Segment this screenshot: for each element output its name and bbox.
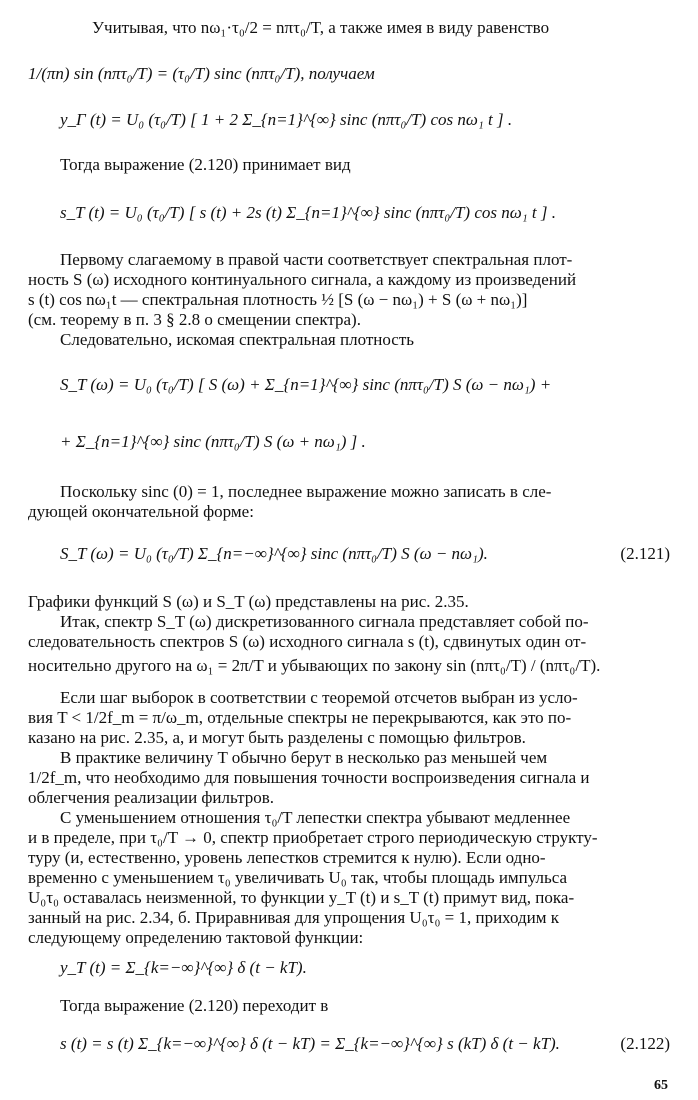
text-line: Поскольку sinc (0) = 1, последнее выражение можно записать в сле- (60, 482, 552, 501)
text-line: Первому слагаемому в правой части соответствует спектральная плот- (60, 250, 573, 269)
text-line: Следовательно, искомая спектральная плотность (60, 330, 415, 349)
equation-number: (2.121) (620, 544, 670, 563)
equation-line: S_T (ω) = U₀ (τ₀/T) Σ_{n=−∞}^{∞} sinc (nπτ₀/T) S (ω − nω₁). (60, 544, 488, 563)
text-line: туру (и, естественно, уровень лепестков стремится к нулю). Если одно- (28, 848, 546, 867)
text-line: облегчения реализации фильтров. (28, 788, 275, 807)
text-line: и в пределе, при τ₀/T → 0, спектр приобретает строго периодическую структу- (28, 828, 598, 847)
text-line: следовательность спектров S (ω) исходного сигнала s (t), сдвинутых один от- (28, 632, 587, 651)
equation-line: y_T (t) = Σ_{k=−∞}^{∞} δ (t − kT). (60, 958, 307, 977)
text-line: Учитывая, что nω₁·τ₀/2 = nπτ₀/T, а также имея в виду равенство (92, 18, 550, 37)
page-number: 65 (654, 1078, 668, 1093)
text-line: Тогда выражение (2.120) принимает вид (60, 155, 351, 174)
text-line: U₀τ₀ оставалась неизменной, то функции y_T (t) и s_T (t) примут вид, пока- (28, 888, 575, 907)
text-line: дующей окончательной форме: (28, 502, 254, 521)
text-line: В практике величину T обычно берут в несколько раз меньшей чем (60, 748, 548, 767)
equation-line: 1/(πn) sin (nπτ₀/T) = (τ₀/T) sinc (nπτ₀/T), получаем (28, 64, 375, 83)
text-line: вия T < 1/2f_m = π/ω_m, отдельные спектры не перекрываются, как это по- (28, 708, 572, 727)
text-line: Если шаг выборок в соответствии с теоремой отсчетов выбран из усло- (60, 688, 578, 707)
equation-line: s_T (t) = U₀ (τ₀/T) [ s (t) + 2s (t) Σ_{n=1}^{∞} sinc (nπτ₀/T) cos nω₁ t ] . (60, 203, 556, 222)
text-line: Тогда выражение (2.120) переходит в (60, 996, 329, 1015)
text-line: s (t) cos nω₁t — спектральная плотность ½ [S (ω − nω₁) + S (ω + nω₁)] (28, 290, 528, 309)
equation-line: s (t) = s (t) Σ_{k=−∞}^{∞} δ (t − kT) = Σ_{k=−∞}^{∞} s (kT) δ (t − kT). (60, 1034, 560, 1053)
text-line: С уменьшением отношения τ₀/T лепестки спектра убывают медленнее (60, 808, 571, 827)
text-line: носительно другого на ω₁ = 2π/T и убывающих по закону sin (nπτ₀/T) / (nπτ₀/T). (28, 656, 601, 675)
text-line: временно с уменьшением τ₀ увеличивать U₀ так, чтобы площадь импульса (28, 868, 568, 887)
equation-line: S_T (ω) = U₀ (τ₀/T) [ S (ω) + Σ_{n=1}^{∞} sinc (nπτ₀/T) S (ω − nω₁) + (60, 375, 552, 394)
text-line: 1/2f_m, что необходимо для повышения точности воспроизведения сигнала и (28, 768, 590, 787)
text-line: следующему определению тактовой функции: (28, 928, 364, 947)
text-line: занный на рис. 2.34, б. Приравнивая для упрощения U₀τ₀ = 1, приходим к (28, 908, 560, 927)
equation-number: (2.122) (620, 1034, 670, 1053)
equation-line: y_Г (t) = U₀ (τ₀/T) [ 1 + 2 Σ_{n=1}^{∞} sinc (nπτ₀/T) cos nω₁ t ] . (60, 110, 513, 129)
text-line: казано на рис. 2.35, а, и могут быть разделены с помощью фильтров. (28, 728, 526, 747)
equation-line: + Σ_{n=1}^{∞} sinc (nπτ₀/T) S (ω + nω₁) ] . (60, 432, 366, 451)
text-line: (см. теорему в п. 3 § 2.8 о смещении спектра). (28, 310, 361, 329)
text-line: Графики функций S (ω) и S_T (ω) представлены на рис. 2.35. (28, 592, 469, 611)
text-line: Итак, спектр S_T (ω) дискретизованного сигнала представляет собой по- (60, 612, 589, 631)
text-line: ность S (ω) исходного континуального сигнала, а каждому из произведений (28, 270, 577, 289)
